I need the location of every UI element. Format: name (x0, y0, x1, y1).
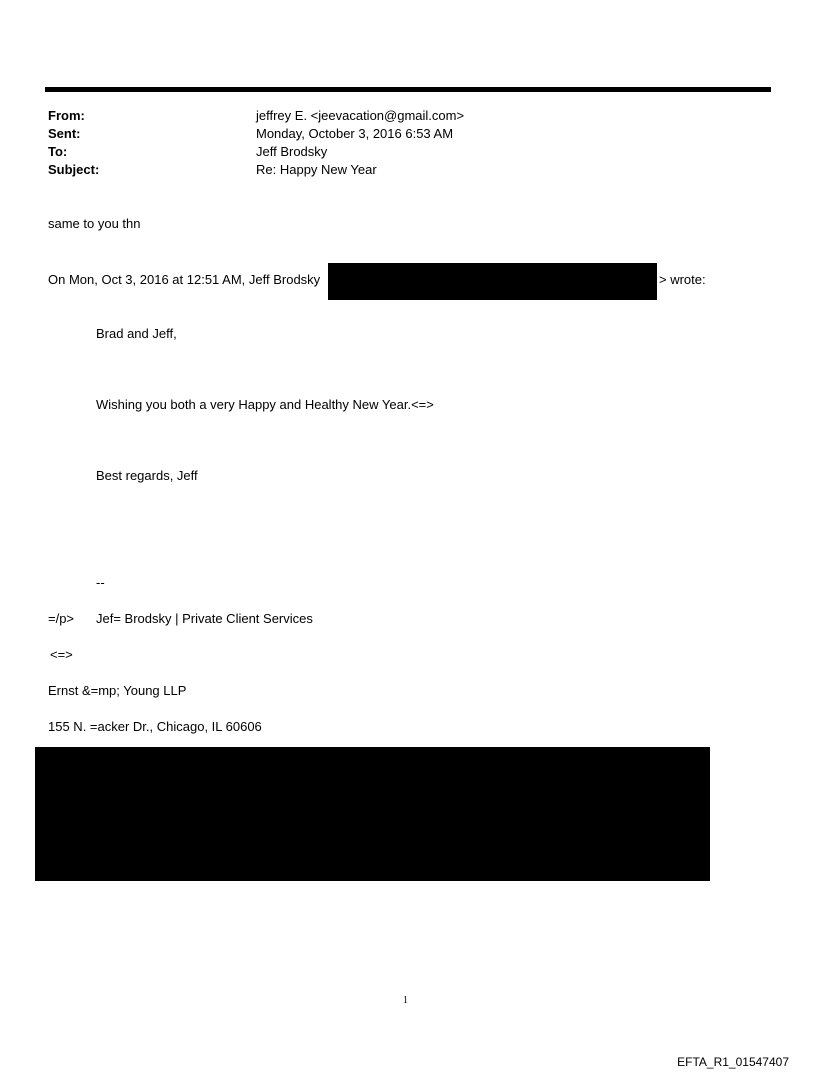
header-rule (45, 87, 771, 92)
to-value: Jeff Brodsky (256, 144, 328, 159)
redaction-contact-block (35, 747, 710, 881)
sent-label: Sent: (48, 126, 81, 141)
from-value: jeffrey E. <jeevacation@gmail.com> (256, 108, 465, 123)
signature-address: 155 N. =acker Dr., Chicago, IL 60606 (48, 719, 262, 734)
wish-text: Wishing you both a very Happy and Healthy New Year.<=> (96, 397, 434, 412)
sent-value: Monday, October 3, 2016 6:53 AM (256, 126, 454, 141)
bates-number: EFTA_R1_01547407 (677, 1055, 789, 1069)
reply-text: same to you thn (48, 216, 141, 231)
quote-intro-suffix: > wrote: (659, 272, 706, 287)
signature-artifact: <=> (50, 647, 73, 662)
signature-line-prefix: =/p> (48, 611, 75, 626)
subject-value: Re: Happy New Year (256, 162, 377, 177)
redaction-email (328, 263, 657, 300)
signature-separator: -- (96, 575, 105, 590)
subject-label: Subject: (48, 162, 100, 177)
signoff-text: Best regards, Jeff (96, 468, 198, 483)
signature-company: Ernst &=mp; Young LLP (48, 683, 187, 698)
quote-intro-prefix: On Mon, Oct 3, 2016 at 12:51 AM, Jeff Brodsky (48, 272, 321, 287)
page-number: 1 (403, 995, 408, 1006)
greeting-text: Brad and Jeff, (96, 326, 177, 341)
from-label: From: (48, 108, 85, 123)
to-label: To: (48, 144, 68, 159)
signature-name-title: Jef= Brodsky | Private Client Services (96, 611, 313, 626)
